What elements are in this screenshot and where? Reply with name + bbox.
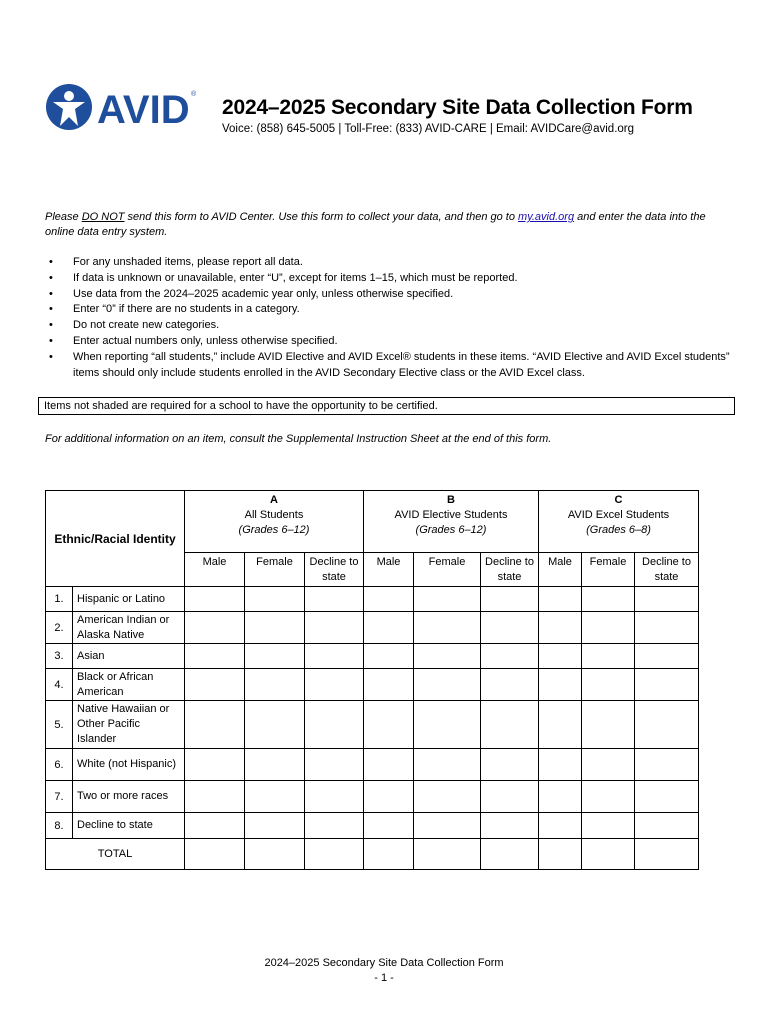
entry-cell[interactable] (185, 781, 245, 813)
entry-cell[interactable] (245, 781, 305, 813)
table-row (46, 749, 699, 781)
instruction-item: • If data is unknown or unavailable, enter “U”, except for items 1–15, which must be reported. (45, 271, 735, 287)
additional-info-note: For additional information on an item, consult the Supplemental Instruction Sheet at the end of this form. (45, 433, 552, 445)
entry-cell[interactable] (481, 813, 539, 839)
page-footer (0, 956, 768, 986)
entry-cell[interactable] (364, 839, 414, 870)
entry-cell[interactable] (481, 644, 539, 669)
entry-cell[interactable] (305, 587, 364, 612)
decline-header: Decline to state (305, 553, 364, 587)
table-row (46, 669, 699, 701)
entry-cell[interactable] (582, 839, 635, 870)
entry-cell[interactable] (582, 701, 635, 749)
entry-cell[interactable] (582, 612, 635, 644)
entry-cell[interactable] (481, 749, 539, 781)
entry-cell[interactable] (635, 701, 699, 749)
entry-cell[interactable] (582, 644, 635, 669)
entry-cell[interactable] (539, 701, 582, 749)
entry-cell[interactable] (481, 701, 539, 749)
row-number: 2. (46, 612, 73, 644)
contact-line: Voice: (858) 645-5005 | Toll-Free: (833) AVID-CARE | Email: AVIDCare@avid.org (222, 123, 635, 135)
entry-cell[interactable] (539, 839, 582, 870)
row-number: 5. (46, 701, 73, 749)
female-header: Female (414, 553, 481, 587)
entry-cell[interactable] (582, 749, 635, 781)
male-header: Male (539, 553, 582, 587)
form-title: 2024–2025 Secondary Site Data Collection Form (222, 96, 693, 119)
entry-cell[interactable] (364, 813, 414, 839)
entry-cell[interactable] (245, 644, 305, 669)
row-number: 7. (46, 781, 73, 813)
entry-cell[interactable] (539, 612, 582, 644)
page-number: - 1 - (374, 972, 394, 984)
ethnic-racial-header: Ethnic/Racial Identity (46, 491, 185, 587)
entry-cell[interactable] (481, 669, 539, 701)
entry-cell[interactable] (539, 669, 582, 701)
total-row (46, 839, 699, 870)
entry-cell[interactable] (414, 701, 481, 749)
row-label: Two or more races (73, 781, 185, 813)
entry-cell[interactable] (185, 644, 245, 669)
male-header: Male (364, 553, 414, 587)
entry-cell[interactable] (364, 612, 414, 644)
row-label: White (not Hispanic) (73, 749, 185, 781)
entry-cell[interactable] (414, 839, 481, 870)
entry-cell[interactable] (245, 701, 305, 749)
decline-header: Decline to state (481, 553, 539, 587)
entry-cell[interactable] (364, 749, 414, 781)
logo-wordmark: AVID (97, 88, 190, 132)
entry-cell[interactable] (635, 749, 699, 781)
footer-title: 2024–2025 Secondary Site Data Collection Form (264, 957, 504, 969)
entry-cell[interactable] (635, 813, 699, 839)
entry-cell[interactable] (185, 813, 245, 839)
entry-cell[interactable] (582, 587, 635, 612)
do-not-emphasis: DO NOT (81, 211, 125, 223)
row-label: Decline to state (73, 813, 185, 839)
decline-header: Decline to state (635, 553, 699, 587)
row-number: 3. (46, 644, 73, 669)
entry-cell[interactable] (539, 749, 582, 781)
entry-cell[interactable] (414, 813, 481, 839)
entry-cell[interactable] (414, 669, 481, 701)
entry-cell[interactable] (414, 587, 481, 612)
entry-cell[interactable] (481, 612, 539, 644)
row-number: 1. (46, 587, 73, 612)
entry-cell[interactable] (305, 612, 364, 644)
female-header: Female (582, 553, 635, 587)
ethnicity-data-table (45, 490, 699, 870)
entry-cell[interactable] (635, 612, 699, 644)
instruction-item: • Enter “0” if there are no students in a category. (45, 302, 735, 318)
entry-cell[interactable] (364, 644, 414, 669)
entry-cell[interactable] (582, 781, 635, 813)
entry-cell[interactable] (185, 749, 245, 781)
entry-cell[interactable] (185, 839, 245, 870)
entry-cell[interactable] (364, 701, 414, 749)
row-label: American Indian or Alaska Native (73, 612, 185, 644)
entry-cell[interactable] (185, 587, 245, 612)
entry-cell[interactable] (305, 781, 364, 813)
entry-cell[interactable] (414, 781, 481, 813)
required-items-note: Items not shaded are required for a school to have the opportunity to be certified. (38, 397, 735, 415)
entry-cell[interactable] (635, 587, 699, 612)
entry-cell[interactable] (305, 813, 364, 839)
group-a-header: A All Students (Grades 6–12) (185, 491, 364, 553)
entry-cell[interactable] (305, 669, 364, 701)
row-label: Black or African American (73, 669, 185, 701)
intro-paragraph: Please DO NOT send this form to AVID Center. Use this form to collect your data, and then go to my.avid.org and enter the data into the online data entry system. (45, 211, 706, 238)
row-number: 4. (46, 669, 73, 701)
entry-cell[interactable] (245, 813, 305, 839)
entry-cell[interactable] (635, 644, 699, 669)
instruction-item: • Enter actual numbers only, unless otherwise specified. (45, 334, 735, 350)
entry-cell[interactable] (539, 587, 582, 612)
entry-cell[interactable] (245, 612, 305, 644)
row-label: Native Hawaiian or Other Pacific Islander (73, 701, 185, 749)
entry-cell[interactable] (245, 587, 305, 612)
row-label: Hispanic or Latino (73, 587, 185, 612)
instruction-item: • When reporting “all students,” include AVID Elective and AVID Excel® students in these items. “AVID Elective and AVID Excel students” items should only include students enrolled in the AVID Secondary Elective class or the AVID Excel class. (45, 350, 735, 382)
entry-cell[interactable] (481, 587, 539, 612)
instruction-item: • Use data from the 2024–2025 academic year only, unless otherwise specified. (45, 287, 735, 303)
entry-cell[interactable] (185, 701, 245, 749)
entry-cell[interactable] (414, 644, 481, 669)
avid-logo (45, 82, 197, 132)
instruction-item: • For any unshaded items, please report all data. (45, 255, 735, 271)
table-row (46, 781, 699, 813)
entry-cell[interactable] (539, 644, 582, 669)
entry-cell[interactable] (364, 781, 414, 813)
entry-cell[interactable] (364, 587, 414, 612)
male-header: Male (185, 553, 245, 587)
entry-cell[interactable] (185, 669, 245, 701)
row-number: 8. (46, 813, 73, 839)
entry-cell[interactable] (414, 612, 481, 644)
entry-cell[interactable] (539, 813, 582, 839)
table-row (46, 587, 699, 612)
entry-cell[interactable] (414, 749, 481, 781)
table-row (46, 644, 699, 669)
entry-cell[interactable] (305, 749, 364, 781)
instruction-list (45, 255, 735, 381)
instruction-item: • Do not create new categories. (45, 318, 735, 334)
table-row (46, 701, 699, 749)
entry-cell[interactable] (305, 644, 364, 669)
row-number: 6. (46, 749, 73, 781)
entry-cell[interactable] (635, 781, 699, 813)
entry-cell[interactable] (245, 839, 305, 870)
entry-cell[interactable] (481, 839, 539, 870)
table-row (46, 813, 699, 839)
entry-cell[interactable] (582, 813, 635, 839)
total-label: TOTAL (46, 839, 185, 870)
my-avid-link[interactable]: my.avid.org (518, 211, 575, 223)
entry-cell[interactable] (635, 669, 699, 701)
group-c-header: C AVID Excel Students (Grades 6–8) (539, 491, 699, 553)
entry-cell[interactable] (539, 781, 582, 813)
entry-cell[interactable] (305, 701, 364, 749)
entry-cell[interactable] (185, 612, 245, 644)
entry-cell[interactable] (582, 669, 635, 701)
group-b-header: B AVID Elective Students (Grades 6–12) (364, 491, 539, 553)
entry-cell[interactable] (481, 781, 539, 813)
svg-text:®: ® (191, 91, 197, 98)
entry-cell[interactable] (305, 839, 364, 870)
female-header: Female (245, 553, 305, 587)
row-label: Asian (73, 644, 185, 669)
entry-cell[interactable] (245, 669, 305, 701)
entry-cell[interactable] (635, 839, 699, 870)
table-row (46, 612, 699, 644)
entry-cell[interactable] (364, 669, 414, 701)
entry-cell[interactable] (245, 749, 305, 781)
